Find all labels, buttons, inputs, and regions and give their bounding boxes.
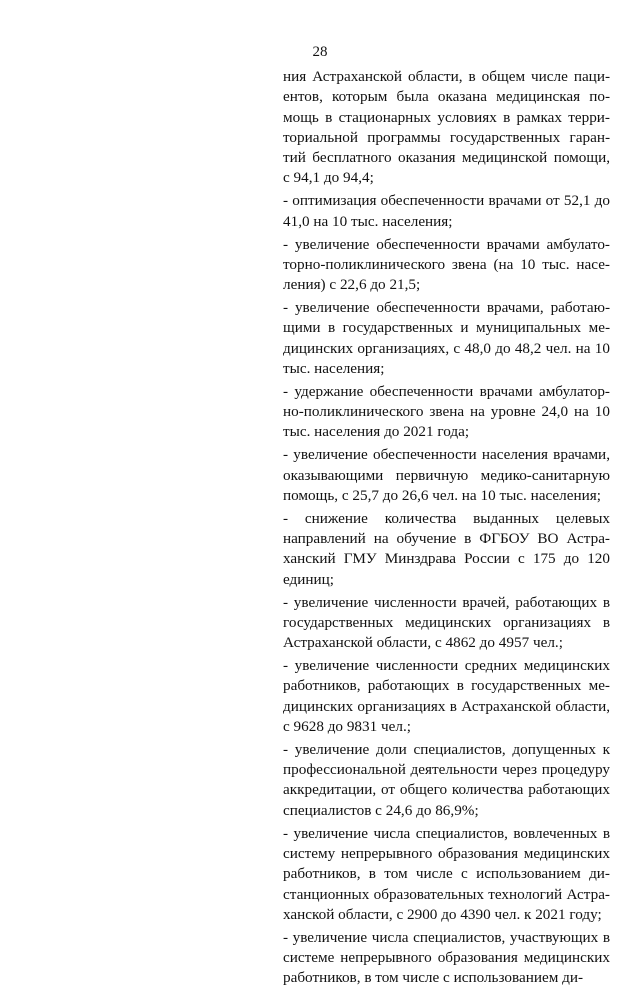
text-line: - увеличение обеспеченности врачами, работаю- bbox=[283, 299, 610, 317]
list-item bbox=[283, 740, 610, 821]
text-line: направлений на обучение в ФГБОУ ВО Астра- bbox=[283, 530, 610, 548]
text-line: работников, в том числе с использованием ди- bbox=[283, 865, 610, 883]
document-body bbox=[283, 67, 610, 991]
list-item bbox=[283, 824, 610, 925]
text-line: с 94,1 до 94,4; bbox=[283, 169, 374, 187]
text-line: - удержание обеспеченности врачами амбулатор- bbox=[283, 382, 610, 400]
list-item bbox=[283, 509, 610, 590]
text-line: ния Астраханской области, в общем числе паци- bbox=[283, 68, 610, 85]
list-item bbox=[283, 445, 610, 506]
text-line: работников, работающих в государственных ме- bbox=[283, 677, 610, 695]
text-line: с 9628 до 9831 чел.; bbox=[283, 717, 411, 735]
text-line: дицинских организациях, с 48,0 до 48,2 чел. на 10 bbox=[283, 339, 610, 357]
page-number: 28 bbox=[312, 44, 328, 60]
list-item bbox=[283, 298, 610, 379]
text-line: единиц; bbox=[283, 570, 334, 588]
list-item bbox=[283, 593, 610, 654]
text-line: ления) с 22,6 до 21,5; bbox=[283, 276, 421, 294]
text-line: тыс. населения; bbox=[283, 359, 385, 377]
text-line: - увеличение числа специалистов, участвующих в bbox=[283, 928, 610, 946]
list-item bbox=[283, 191, 610, 232]
list-item bbox=[283, 382, 610, 443]
text-line: - снижение количества выданных целевых bbox=[283, 509, 610, 527]
text-line: торно-поликлинического звена (на 10 тыс. насе- bbox=[283, 255, 610, 273]
text-line: системе непрерывного образования медицинских bbox=[283, 949, 610, 966]
text-line: мощь в стационарных условиях в рамках терри- bbox=[283, 108, 610, 126]
text-line: работников, в том числе с использованием ди- bbox=[283, 969, 584, 987]
text-line: ентов, которым была оказана медицинская по- bbox=[283, 88, 610, 106]
text-line: тыс. населения до 2021 года; bbox=[283, 423, 470, 441]
text-line: 41,0 на 10 тыс. населения; bbox=[283, 212, 453, 230]
text-line: Астраханской области, с 4862 до 4957 чел.; bbox=[283, 634, 563, 652]
text-line: но-поликлинического звена на уровне 24,0 на 10 bbox=[283, 403, 610, 421]
text-line: государственных медицинских организациях в bbox=[283, 613, 610, 631]
text-line: тий бесплатного оказания медицинской помощи, bbox=[283, 149, 610, 167]
list-item bbox=[283, 928, 610, 989]
text-line: оказывающими первичную медико-санитарную bbox=[283, 466, 610, 484]
text-line: систему непрерывного образования медицинских bbox=[283, 844, 610, 862]
text-line: помощь, с 25,7 до 26,6 чел. на 10 тыс. населения; bbox=[283, 486, 601, 504]
text-line: щими в государственных и муниципальных ме- bbox=[283, 319, 610, 337]
text-line: - увеличение численности средних медицинских bbox=[283, 657, 610, 675]
text-line: специалистов с 24,6 до 86,9%; bbox=[283, 801, 479, 819]
text-line: - увеличение обеспеченности населения врачами, bbox=[283, 446, 610, 464]
text-line: дицинских организациях в Астраханской области, bbox=[283, 697, 610, 715]
text-line: ханской области, с 2900 до 4390 чел. к 2021 году; bbox=[283, 905, 602, 923]
text-line: - увеличение численности врачей, работающих в bbox=[283, 593, 610, 611]
text-line: - увеличение обеспеченности врачами амбулато- bbox=[283, 235, 610, 253]
text-line: аккредитации, от общего количества работающих bbox=[283, 781, 610, 799]
list-item bbox=[283, 235, 610, 296]
text-line: - увеличение числа специалистов, вовлеченных в bbox=[283, 824, 610, 842]
text-line: станционных образовательных технологий Астра- bbox=[283, 885, 610, 903]
list-item bbox=[283, 67, 610, 189]
text-line: - оптимизация обеспеченности врачами от 52,1 до bbox=[283, 192, 610, 210]
text-line: профессиональной деятельности через процедуру bbox=[283, 761, 610, 779]
text-line: - увеличение доли специалистов, допущенных к bbox=[283, 740, 610, 758]
list-item bbox=[283, 656, 610, 737]
text-line: ториальной программы государственных гаран- bbox=[283, 128, 610, 146]
text-line: ханский ГМУ Минздрава России с 175 до 120 bbox=[283, 550, 610, 568]
